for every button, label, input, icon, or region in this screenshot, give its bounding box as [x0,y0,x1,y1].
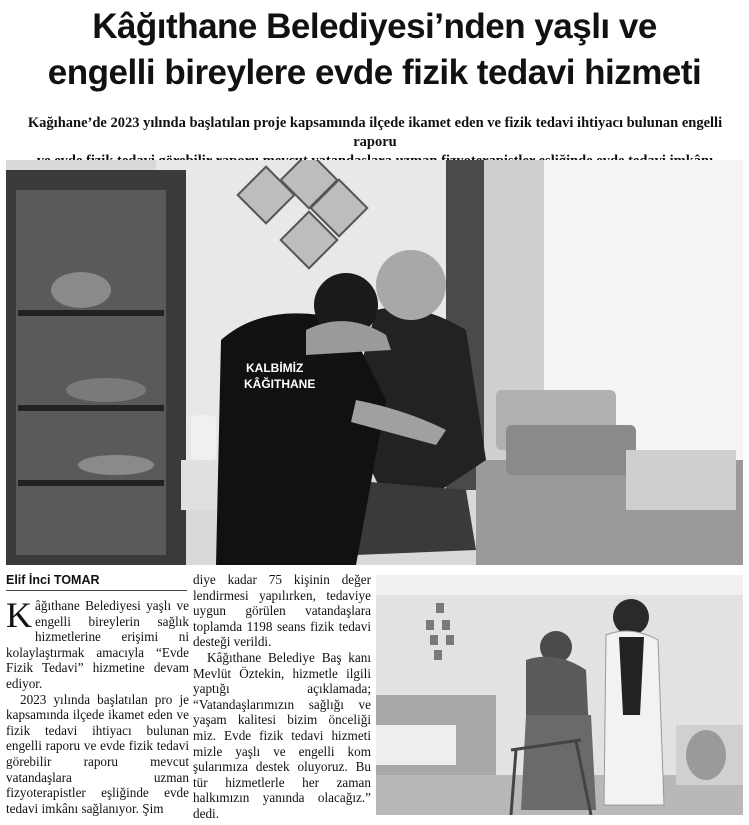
dropcap: K [6,595,32,635]
shirt-text-2: KÂĞITHANE [244,377,316,391]
secondary-photo-illustration [376,575,743,815]
body-paragraph-2: 2023 yılında başlatılan pro je kapsamında ilçede ikamet eden ve fizik tedavi ihtiyacı bulunan engelli raporu ve evde fizik tedavi görebilir raporu mevcut vatandaşlara uzman fizyoterapistler eşliğinde evde tedavi imkânı sağlanıyor. Şim [6,691,189,816]
headline [0,4,749,96]
main-photo-illustration [6,160,743,565]
byline: Elif İnci TOMAR [6,573,100,587]
shirt-text-1: KALBİMİZ [246,361,304,375]
headline-line-2: engelli bireylere evde fizik tedavi hizmeti [47,53,702,92]
headline-line-1: Kâğıthane Belediyesi’nden yaşlı ve [92,7,657,46]
body-paragraph-1: Kâğıthane Belediyesi yaşlı ve engelli bireylerin sağlık hizmetlerine erişimi ni kolaylaştırmak amacıyla “Evde Fizik Tedavi” hizmetine devam ediyor. [6,595,189,691]
body-paragraph-4: Kâğıthane Belediye Baş kanı Mevlüt Öztekin, hizmetle ilgili yaptığı açıklamada; “Vatandaşlarımızın sağlığı ve yaşam kalitesi bizim önceliği miz. Evde fizik tedavi hizmeti mizle yaşlı ve engelli kom şularımıza destek oluyoruz. Bu tür hizmetlerle her zaman halkımızın yanında olacağız.” dedi. [193,649,371,821]
body-column-2 [193,572,371,822]
lead-line-1: Kağıhane’de 2023 yılında başlatılan proje kapsamında ilçede ikamet eden ve fizik tedavi ihtiyacı bulunan engelli raporu [27,115,723,150]
body-column-1 [6,595,189,816]
byline-box [6,572,187,591]
main-photo [6,160,743,565]
body-paragraph-3: diye kadar 75 kişinin değer lendirmesi yapılırken, tedaviye uygun görülen vatandaşlara toplamda 1198 seans fizik tedavi desteği verildi. [193,572,371,650]
secondary-photo [376,575,743,815]
